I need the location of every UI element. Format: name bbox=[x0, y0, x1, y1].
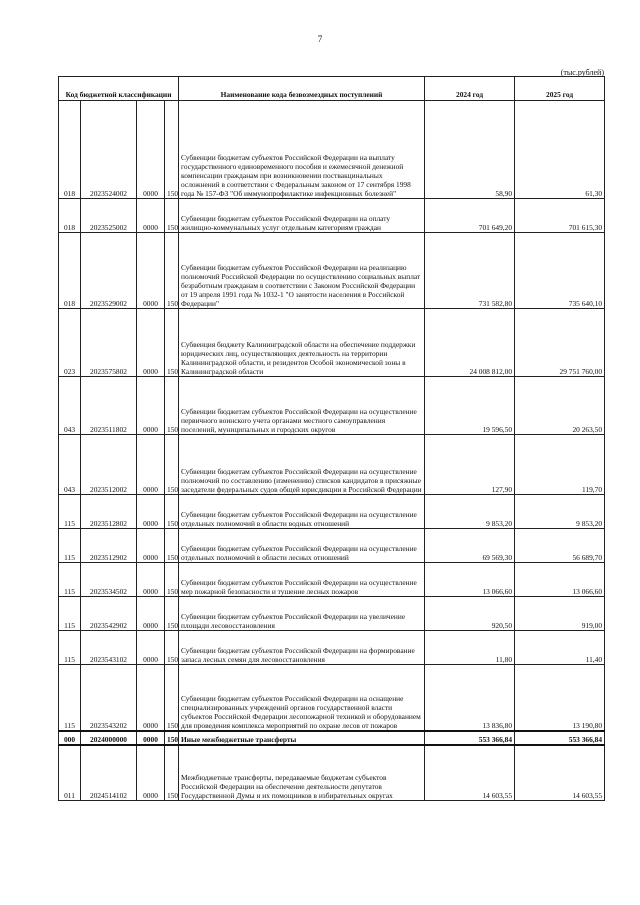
income-code-cell: 2023534502 bbox=[81, 563, 137, 597]
amount-2024-cell: 13 836,80 bbox=[425, 665, 515, 731]
revenue-name-cell: Субвенции бюджетам субъектов Российской Федерации на осуществление первичного воинского учета органами местного самоуправления поселений, муниципальных и городских округов bbox=[179, 377, 425, 435]
amount-2025-cell: 119,70 bbox=[515, 435, 605, 495]
amount-2025-cell: 13 066,60 bbox=[515, 563, 605, 597]
income-code-cell: 2023529002 bbox=[81, 233, 137, 309]
revenue-name-cell: Субвенции бюджетам субъектов Российской Федерации на оснащение специализированных учреждений органов государственной власти субъектов Российской Федерации лесопожарной техникой и оборудованием для проведения комплекса мероприятий по охране лесов от пожаров bbox=[179, 665, 425, 731]
program-code-cell: 0000 bbox=[137, 309, 165, 377]
kosgu-code-cell: 150 bbox=[165, 745, 179, 801]
revenue-name-cell: Субвенции бюджетам субъектов Российской Федерации на оплату жилищно-коммунальных услуг отдельным категориям граждан bbox=[179, 199, 425, 233]
income-code-cell: 2023512902 bbox=[81, 529, 137, 563]
admin-code-cell: 000 bbox=[59, 731, 81, 745]
table-row bbox=[59, 495, 605, 529]
amount-2025-cell: 553 366,84 bbox=[515, 731, 605, 745]
program-code-cell: 0000 bbox=[137, 101, 165, 199]
amount-2024-cell: 69 569,30 bbox=[425, 529, 515, 563]
kosgu-code-cell: 150 bbox=[165, 377, 179, 435]
amount-2025-cell: 61,30 bbox=[515, 101, 605, 199]
amount-2024-cell: 731 582,80 bbox=[425, 233, 515, 309]
revenue-name-cell: Субвенции бюджетам субъектов Российской Федерации на реализацию полномочий Российской Федерации по осуществлению социальных выплат безработным гражданам в соответствии с Законом Российской Федерации от 19 апреля 1991 года № 1032-1 "О занятости населения в Российской Федерации" bbox=[179, 233, 425, 309]
admin-code-cell: 115 bbox=[59, 631, 81, 665]
table-row bbox=[59, 199, 605, 233]
header-name: Наименование кода безвозмездных поступлений bbox=[179, 77, 425, 101]
budget-table bbox=[58, 76, 605, 801]
table-body bbox=[59, 101, 605, 801]
amount-2025-cell: 919,00 bbox=[515, 597, 605, 631]
amount-2024-cell: 553 366,84 bbox=[425, 731, 515, 745]
revenue-name-cell: Субвенции бюджетам субъектов Российской Федерации на выплату государственного единовременного пособия и ежемесячной денежной компенсации гражданам при возникновении поствакцинальных осложнений в соответствии с Федеральным законом от 17 сентября 1998 года № 157-ФЗ "Об иммунопрофилактике инфекционных болезней" bbox=[179, 101, 425, 199]
revenue-name-cell: Субвенция бюджету Калининградской области на обеспечение поддержки юридических лиц, осуществляющих деятельность на территории Калининградской области, и резидентов Особой экономической зоны в Калининградской области bbox=[179, 309, 425, 377]
kosgu-code-cell: 150 bbox=[165, 101, 179, 199]
amount-2024-cell: 13 066,60 bbox=[425, 563, 515, 597]
amount-2024-cell: 58,90 bbox=[425, 101, 515, 199]
table-row bbox=[59, 529, 605, 563]
revenue-name-cell: Межбюджетные трансферты, передаваемые бюджетам субъектов Российской Федерации на обеспечение деятельности депутатов Государственной Думы и их помощников в избирательных округах bbox=[179, 745, 425, 801]
program-code-cell: 0000 bbox=[137, 665, 165, 731]
income-code-cell: 2023543102 bbox=[81, 631, 137, 665]
revenue-name-cell: Субвенции бюджетам субъектов Российской Федерации на формирование запаса лесных семян для лесовосстановления bbox=[179, 631, 425, 665]
amount-2024-cell: 701 649,20 bbox=[425, 199, 515, 233]
kosgu-code-cell: 150 bbox=[165, 495, 179, 529]
income-code-cell: 2023512802 bbox=[81, 495, 137, 529]
income-code-cell: 2023511802 bbox=[81, 377, 137, 435]
amount-2025-cell: 9 853,20 bbox=[515, 495, 605, 529]
admin-code-cell: 043 bbox=[59, 377, 81, 435]
income-code-cell: 2023525002 bbox=[81, 199, 137, 233]
header-year-2024: 2024 год bbox=[425, 77, 515, 101]
kosgu-code-cell: 150 bbox=[165, 435, 179, 495]
admin-code-cell: 115 bbox=[59, 495, 81, 529]
program-code-cell: 0000 bbox=[137, 495, 165, 529]
kosgu-code-cell: 150 bbox=[165, 563, 179, 597]
income-code-cell: 2023542902 bbox=[81, 597, 137, 631]
program-code-cell: 0000 bbox=[137, 377, 165, 435]
revenue-name-cell: Субвенции бюджетам субъектов Российской Федерации на увеличение площади лесовосстановления bbox=[179, 597, 425, 631]
amount-2025-cell: 20 263,50 bbox=[515, 377, 605, 435]
admin-code-cell: 018 bbox=[59, 233, 81, 309]
table-row bbox=[59, 435, 605, 495]
admin-code-cell: 023 bbox=[59, 309, 81, 377]
admin-code-cell: 115 bbox=[59, 563, 81, 597]
admin-code-cell: 018 bbox=[59, 101, 81, 199]
income-code-cell: 2024000000 bbox=[81, 731, 137, 745]
amount-2024-cell: 19 596,50 bbox=[425, 377, 515, 435]
admin-code-cell: 018 bbox=[59, 199, 81, 233]
amount-2024-cell: 920,50 bbox=[425, 597, 515, 631]
kosgu-code-cell: 150 bbox=[165, 529, 179, 563]
header-code-group: Код бюджетной классификации bbox=[59, 77, 179, 101]
kosgu-code-cell: 150 bbox=[165, 199, 179, 233]
table-row bbox=[59, 563, 605, 597]
program-code-cell: 0000 bbox=[137, 731, 165, 745]
program-code-cell: 0000 bbox=[137, 199, 165, 233]
program-code-cell: 0000 bbox=[137, 233, 165, 309]
amount-2025-cell: 13 190,80 bbox=[515, 665, 605, 731]
amount-2024-cell: 14 603,55 bbox=[425, 745, 515, 801]
amount-2025-cell: 735 640,10 bbox=[515, 233, 605, 309]
amount-2025-cell: 14 603,55 bbox=[515, 745, 605, 801]
income-code-cell: 2023512002 bbox=[81, 435, 137, 495]
revenue-name-cell: Иные межбюджетные трансферты bbox=[179, 731, 425, 745]
admin-code-cell: 043 bbox=[59, 435, 81, 495]
program-code-cell: 0000 bbox=[137, 597, 165, 631]
kosgu-code-cell: 150 bbox=[165, 665, 179, 731]
table-row bbox=[59, 631, 605, 665]
table-header-row bbox=[59, 77, 605, 101]
amount-2025-cell: 11,40 bbox=[515, 631, 605, 665]
amount-2025-cell: 701 615,30 bbox=[515, 199, 605, 233]
income-code-cell: 2023575802 bbox=[81, 309, 137, 377]
income-code-cell: 2024514102 bbox=[81, 745, 137, 801]
revenue-name-cell: Субвенции бюджетам субъектов Российской Федерации на осуществление отдельных полномочий в области лесных отношений bbox=[179, 529, 425, 563]
revenue-name-cell: Субвенции бюджетам субъектов Российской Федерации на осуществление полномочий по составлению (изменению) списков кандидатов в присяжные заседатели федеральных судов общей юрисдикции в Российской Федерации bbox=[179, 435, 425, 495]
kosgu-code-cell: 150 bbox=[165, 309, 179, 377]
table-row bbox=[59, 309, 605, 377]
amount-2024-cell: 9 853,20 bbox=[425, 495, 515, 529]
kosgu-code-cell: 150 bbox=[165, 233, 179, 309]
income-code-cell: 2023524002 bbox=[81, 101, 137, 199]
units-label: (тыс.рублей) bbox=[560, 68, 604, 77]
amount-2024-cell: 24 008 812,00 bbox=[425, 309, 515, 377]
amount-2024-cell: 127,90 bbox=[425, 435, 515, 495]
program-code-cell: 0000 bbox=[137, 631, 165, 665]
table-row bbox=[59, 101, 605, 199]
table-row bbox=[59, 745, 605, 801]
revenue-name-cell: Субвенции бюджетам субъектов Российской Федерации на осуществление отдельных полномочий в области водных отношений bbox=[179, 495, 425, 529]
income-code-cell: 2023543202 bbox=[81, 665, 137, 731]
table-row bbox=[59, 665, 605, 731]
revenue-name-cell: Субвенции бюджетам субъектов Российской Федерации на осуществление мер пожарной безопасности и тушение лесных пожаров bbox=[179, 563, 425, 597]
kosgu-code-cell: 150 bbox=[165, 597, 179, 631]
header-year-2025: 2025 год bbox=[515, 77, 605, 101]
table-row bbox=[59, 233, 605, 309]
kosgu-code-cell: 150 bbox=[165, 731, 179, 745]
page-number: 7 bbox=[317, 34, 323, 44]
program-code-cell: 0000 bbox=[137, 745, 165, 801]
admin-code-cell: 115 bbox=[59, 597, 81, 631]
kosgu-code-cell: 150 bbox=[165, 631, 179, 665]
program-code-cell: 0000 bbox=[137, 563, 165, 597]
admin-code-cell: 011 bbox=[59, 745, 81, 801]
admin-code-cell: 115 bbox=[59, 665, 81, 731]
amount-2025-cell: 29 751 760,00 bbox=[515, 309, 605, 377]
admin-code-cell: 115 bbox=[59, 529, 81, 563]
amount-2024-cell: 11,80 bbox=[425, 631, 515, 665]
table-row bbox=[59, 597, 605, 631]
table-row bbox=[59, 377, 605, 435]
amount-2025-cell: 56 689,70 bbox=[515, 529, 605, 563]
program-code-cell: 0000 bbox=[137, 435, 165, 495]
table-row bbox=[59, 731, 605, 745]
program-code-cell: 0000 bbox=[137, 529, 165, 563]
